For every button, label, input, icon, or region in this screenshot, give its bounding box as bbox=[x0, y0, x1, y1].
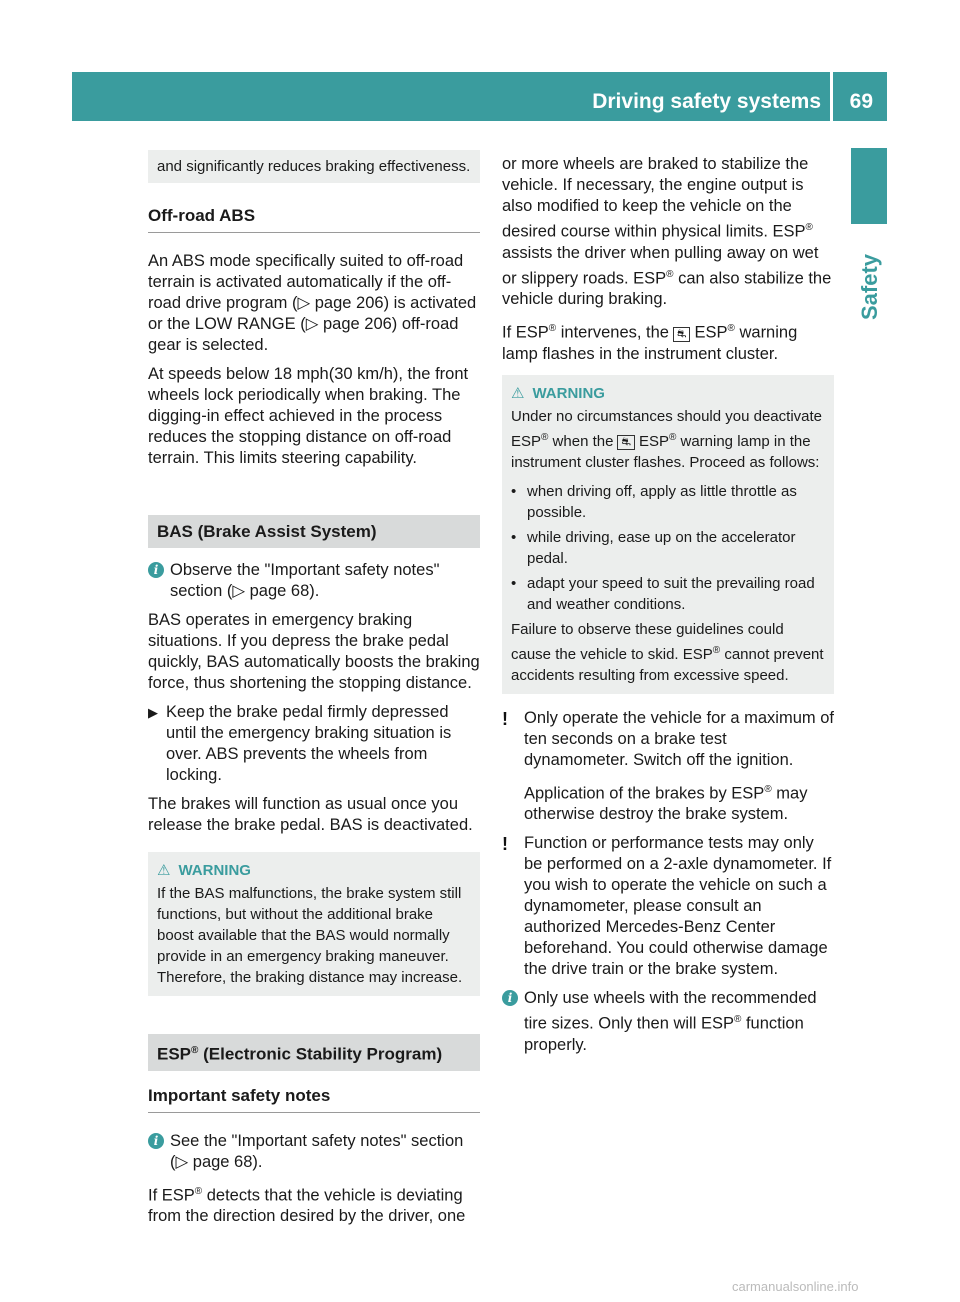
registered-mark: ® bbox=[666, 268, 674, 280]
esp-heading-b: (Electronic Stability Program) bbox=[198, 1044, 443, 1064]
info-icon: i bbox=[148, 1133, 164, 1149]
esp-para-1 bbox=[148, 1181, 480, 1228]
w-end-a: Failure to observe these guidelines could cause the vehicle to skid. ESP bbox=[511, 620, 784, 663]
p1-c: can also stabilize the vehicle during braking. bbox=[502, 269, 832, 308]
step-arrow-icon: ▶ bbox=[148, 705, 158, 720]
bas-heading: BAS (Brake Assist System) bbox=[148, 515, 480, 548]
registered-mark: ® bbox=[764, 783, 772, 795]
side-tab-label: Safety bbox=[857, 253, 882, 321]
esp-para-3 bbox=[502, 318, 834, 365]
bas-step-text: Keep the brake pedal firmly depressed until the emergency braking situation is over. ABS prevents the wheels from locking. bbox=[166, 703, 452, 784]
esp-heading-a: ESP bbox=[157, 1044, 192, 1064]
bas-step bbox=[148, 702, 480, 786]
watermark: carmanualsonline.info bbox=[732, 1279, 859, 1294]
w-b: when the bbox=[548, 432, 614, 450]
warning-label: WARNING bbox=[532, 384, 605, 402]
registered-mark: ® bbox=[712, 644, 721, 656]
n1-b-a: Application of the brakes by ESP bbox=[524, 784, 765, 802]
p1-a: or more wheels are braked to stabilize the vehicle. If necessary, the engine output is also modified to keep the vehicle on the desired course within physical limits. ESP bbox=[502, 155, 809, 241]
w-a: Under no circumstances should you deactivate ESP bbox=[511, 407, 823, 450]
info-note bbox=[502, 988, 834, 1056]
list-item bbox=[511, 573, 825, 615]
page-number: 69 bbox=[849, 90, 873, 113]
registered-mark: ® bbox=[548, 323, 557, 334]
warning-header bbox=[511, 383, 825, 404]
side-tab bbox=[850, 232, 890, 342]
notice-1-text: Only operate the vehicle for a maximum of ten seconds on a brake test dynamometer. Switch off the ignition. bbox=[524, 708, 834, 769]
page-title: Driving safety systems bbox=[592, 90, 821, 113]
important-safety-notes-heading: Important safety notes bbox=[148, 1085, 480, 1113]
esp-warning-box bbox=[502, 375, 834, 694]
notice-1 bbox=[502, 708, 834, 826]
list-item bbox=[511, 527, 825, 569]
p2-c: ESP bbox=[694, 323, 728, 342]
p2-a: If ESP bbox=[502, 323, 549, 342]
list-item bbox=[511, 481, 825, 523]
registered-mark: ® bbox=[191, 1045, 199, 1056]
offroad-para-2: At speeds below 18 mph(30 km/h), the front wheels lock periodically when braking. The digging-in effect achieved in the process reduces the stopping distance on off-road terrain. This limits steering capability. bbox=[148, 365, 469, 467]
registered-mark: ® bbox=[668, 431, 677, 443]
bas-para-2: The brakes will function as usual once you release the brake pedal. BAS is deactivated. bbox=[148, 795, 473, 834]
esp-warning-lamp-icon: ⛐ bbox=[617, 435, 635, 450]
registered-mark: ® bbox=[194, 1185, 203, 1197]
w-c: ESP bbox=[638, 432, 669, 450]
exclamation-icon: ! bbox=[502, 834, 508, 854]
info-note-text bbox=[524, 988, 834, 1056]
registered-mark: ® bbox=[805, 222, 813, 233]
esp-warning-lamp-icon: ⛐ bbox=[673, 327, 691, 342]
w-d: warning lamp in the instrument cluster flashes. Proceed as follows: bbox=[511, 432, 820, 471]
warning-header bbox=[157, 860, 471, 881]
notice-2 bbox=[502, 833, 834, 980]
warning-triangle-icon: ⚠ bbox=[511, 384, 525, 402]
esp-p1-a: If ESP bbox=[148, 1186, 195, 1205]
bas-info-note bbox=[148, 560, 480, 602]
bullet-text: when driving off, apply as little throttle as possible. bbox=[527, 482, 797, 521]
bullet-text: while driving, ease up on the accelerator pedal. bbox=[527, 528, 796, 567]
offroad-para-1: An ABS mode specifically suited to off-road terrain is activated automatically if the off-road drive program (▷ page 206) is activated or the LOW RANGE (▷ page 206) off-road gear is selected. bbox=[148, 252, 477, 354]
esp-info-text: See the "Important safety notes" section (▷ page 68). bbox=[170, 1131, 464, 1171]
bullet-icon: • bbox=[511, 528, 517, 546]
esp-warning-end bbox=[511, 619, 825, 686]
header-divider bbox=[830, 72, 833, 121]
info-icon: i bbox=[502, 990, 518, 1006]
bullet-icon: • bbox=[511, 482, 517, 500]
esp-para-2 bbox=[502, 154, 834, 310]
exclamation-icon: ! bbox=[502, 708, 508, 729]
esp-warning-intro bbox=[511, 406, 825, 473]
info-b: function properly. bbox=[524, 1014, 804, 1054]
offroad-abs-heading: Off-road ABS bbox=[148, 205, 480, 233]
warning-label: WARNING bbox=[178, 862, 251, 879]
esp-heading bbox=[148, 1034, 480, 1071]
right-column bbox=[502, 154, 834, 1064]
bas-info-text: Observe the "Important safety notes" section (▷ page 68). bbox=[170, 561, 440, 600]
continued-note-box bbox=[148, 150, 480, 183]
p1-b: assists the driver when pulling away on wet or slippery roads. ESP bbox=[502, 243, 819, 287]
info-a: Only use wheels with the recommended tire sizes. Only then will ESP bbox=[524, 989, 817, 1033]
registered-mark: ® bbox=[541, 431, 549, 443]
n1-b-b: may otherwise destroy the brake system. bbox=[524, 784, 808, 823]
bas-warning-box bbox=[148, 852, 480, 996]
left-column bbox=[148, 150, 480, 1235]
notice-2-text: Function or performance tests may only be performed on a 2-axle dynamometer. If you wish to operate the vehicle on such a dynamometer, please consult an authorized Mercedes-Benz Center beforehand. You could otherwise damage the drive train or the brake system. bbox=[524, 834, 832, 978]
registered-mark: ® bbox=[727, 323, 735, 334]
header-bar bbox=[72, 72, 887, 121]
p2-d: warning lamp flashes in the instrument cluster. bbox=[502, 323, 798, 363]
bullet-icon: • bbox=[511, 574, 517, 592]
side-color-block bbox=[851, 148, 887, 224]
notice-1-text-2 bbox=[524, 779, 834, 826]
esp-info-note bbox=[148, 1131, 480, 1173]
bullet-text: adapt your speed to suit the prevailing road and weather conditions. bbox=[527, 574, 815, 613]
warning-triangle-icon: ⚠ bbox=[157, 862, 171, 879]
bas-para-1: BAS operates in emergency braking situations. If you depress the brake pedal quickly, BAS automatically boosts the braking force, thus shortening the stopping distance. bbox=[148, 611, 480, 692]
esp-p1-b: detects that the vehicle is deviating from the direction desired by the driver, one bbox=[148, 1186, 466, 1226]
continued-note-text: and significantly reduces braking effectiveness. bbox=[157, 158, 471, 175]
info-icon: i bbox=[148, 562, 164, 578]
p2-b: intervenes, the bbox=[556, 323, 669, 342]
bas-warning-text: If the BAS malfunctions, the brake system still functions, but without the additional brake boost available that the BAS would normally provide in an emergency braking maneuver. Therefore, the braking distance may increase. bbox=[157, 885, 463, 986]
registered-mark: ® bbox=[734, 1014, 742, 1025]
w-end-b: cannot prevent accidents resulting from excessive speed. bbox=[511, 645, 824, 684]
